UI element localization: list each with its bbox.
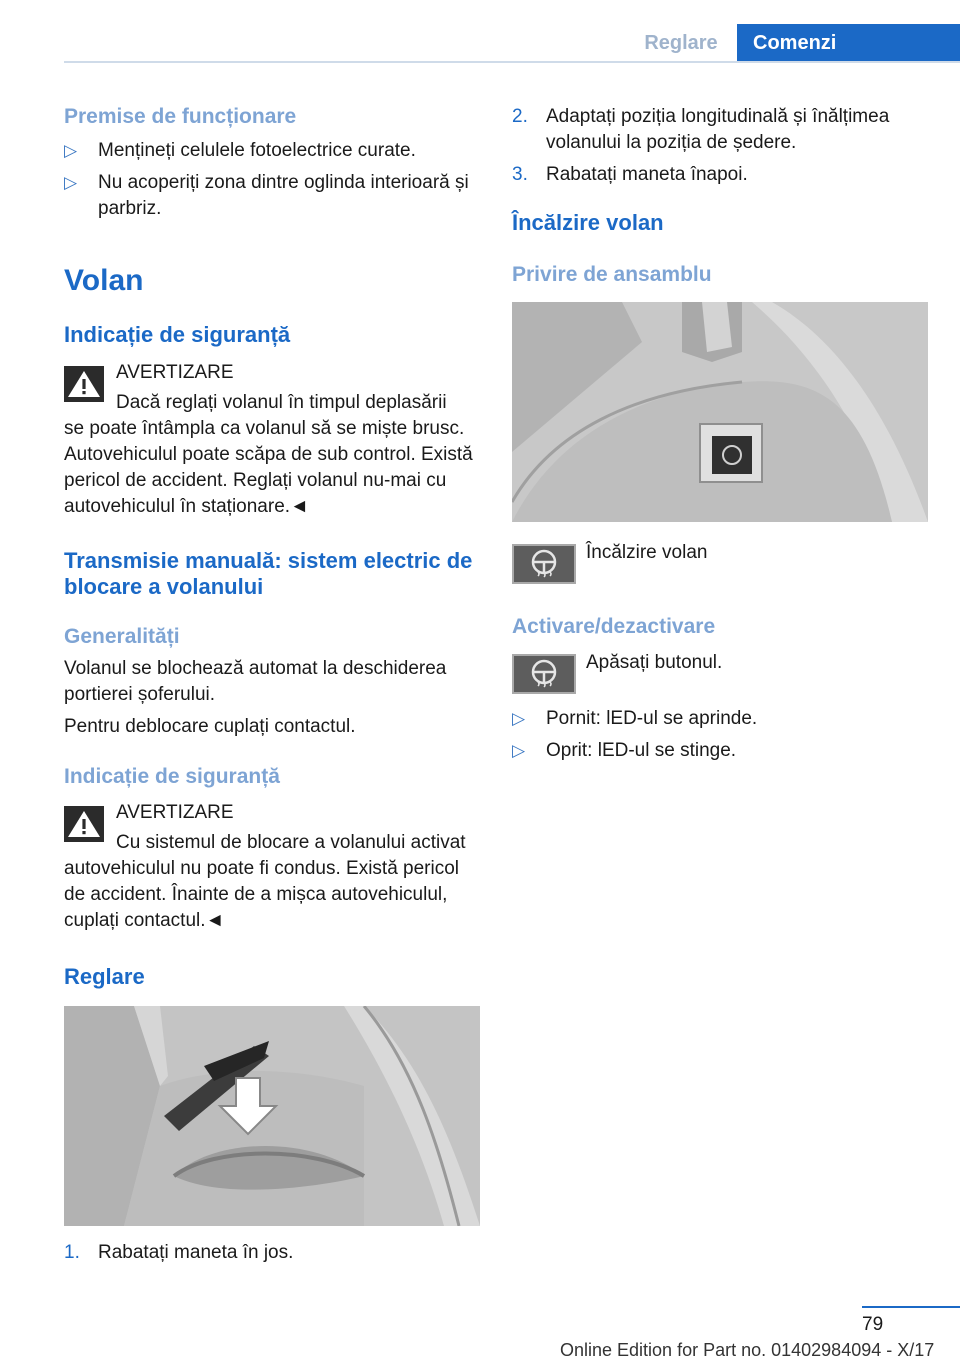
bullet-triangle-icon: ▷ (64, 173, 78, 192)
step-text: Rabatați maneta înapoi. (546, 164, 748, 185)
bullet-triangle-icon: ▷ (64, 141, 78, 160)
press-button-text: Apăsați butonul. (586, 652, 723, 673)
warning-text-first-line: Cu sistemul de blocare a volanului activat (116, 832, 466, 853)
step-number: 3. (512, 164, 528, 185)
bullet-triangle-icon: ▷ (512, 709, 526, 728)
safety-heading: Indicație de siguranță (64, 322, 291, 347)
heated-wheel-heading: Încălzire volan (512, 210, 664, 235)
bullet-triangle-icon: ▷ (512, 741, 526, 760)
list-item-text: Oprit: lED-ul se stinge. (546, 740, 737, 761)
warning-text: se poate întâmpla ca volanul să se miște brusc. Autovehiculul poate scăpa de sub control. Există pericol de accident. Reglați volanul nu-mai cu autovehiculul în staționare.◄ (64, 418, 473, 517)
section-title-volan: Volan (64, 264, 144, 297)
list-item (512, 706, 930, 732)
step-item (512, 104, 930, 156)
list-item-text: Pornit: lED-ul se aprinde. (546, 708, 758, 729)
on-off-heading: Activare/dezactivare (512, 615, 716, 638)
general-heading: Generalități (64, 625, 180, 648)
steering-adjust-lever-photo (64, 1006, 480, 1226)
premise-heading: Premise de funcționare (64, 105, 297, 128)
heated-wheel-button-photo (512, 302, 928, 522)
footer-accent-line (862, 1306, 960, 1308)
list-item-text: Nu acoperiți zona dintre oglinda interioară și parbriz. (98, 172, 469, 219)
heated-steering-wheel-icon (512, 544, 576, 584)
warning-label: AVERTIZARE (116, 362, 234, 383)
step-number: 2. (512, 106, 528, 127)
list-item (64, 170, 482, 222)
overview-heading: Privire de ansamblu (512, 263, 712, 286)
header-divider (64, 61, 960, 63)
header-tab-reglare[interactable]: Reglare (644, 32, 718, 54)
warning-triangle-icon (64, 806, 104, 842)
safety-heading: Indicație de siguranță (64, 765, 280, 788)
warning-text-first-line: Dacă reglați volanul în timpul deplasării (116, 392, 447, 413)
list-item (64, 138, 482, 164)
list-item (512, 738, 930, 764)
step-number: 1. (64, 1242, 80, 1263)
section-heading-steering-lock: Transmisie manuală: sistem electric de blocare a volanului (64, 548, 473, 599)
general-paragraph: Pentru deblocare cuplați contactul. (64, 716, 356, 737)
step-item (64, 1240, 482, 1266)
step-item (512, 162, 930, 188)
page-number: 79 (862, 1314, 884, 1335)
step-text: Rabatați maneta în jos. (98, 1242, 294, 1263)
step-text: Adaptați poziția longitudinală și înălțimea volanului la poziția de ședere. (546, 106, 890, 153)
edition-footer: Online Edition for Part no. 01402984094 - X/17 (560, 1340, 935, 1360)
general-paragraph: Volanul se blochează automat la deschiderea portierei șoferului. (64, 658, 447, 705)
heated-steering-wheel-button[interactable] (512, 654, 576, 694)
warning-label: AVERTIZARE (116, 802, 234, 823)
heated-wheel-caption: Încălzire volan (586, 542, 708, 563)
list-item-text: Mențineți celulele fotoelectrice curate. (98, 140, 416, 161)
warning-text: autovehiculul nu poate fi condus. Există pericol de accident. Înainte de a mișca autovehiculul, cuplați contactul.◄ (64, 858, 460, 931)
reglare-heading: Reglare (64, 964, 145, 989)
header-tab-comenzi[interactable]: Comenzi (737, 24, 960, 62)
warning-triangle-icon (64, 366, 104, 402)
